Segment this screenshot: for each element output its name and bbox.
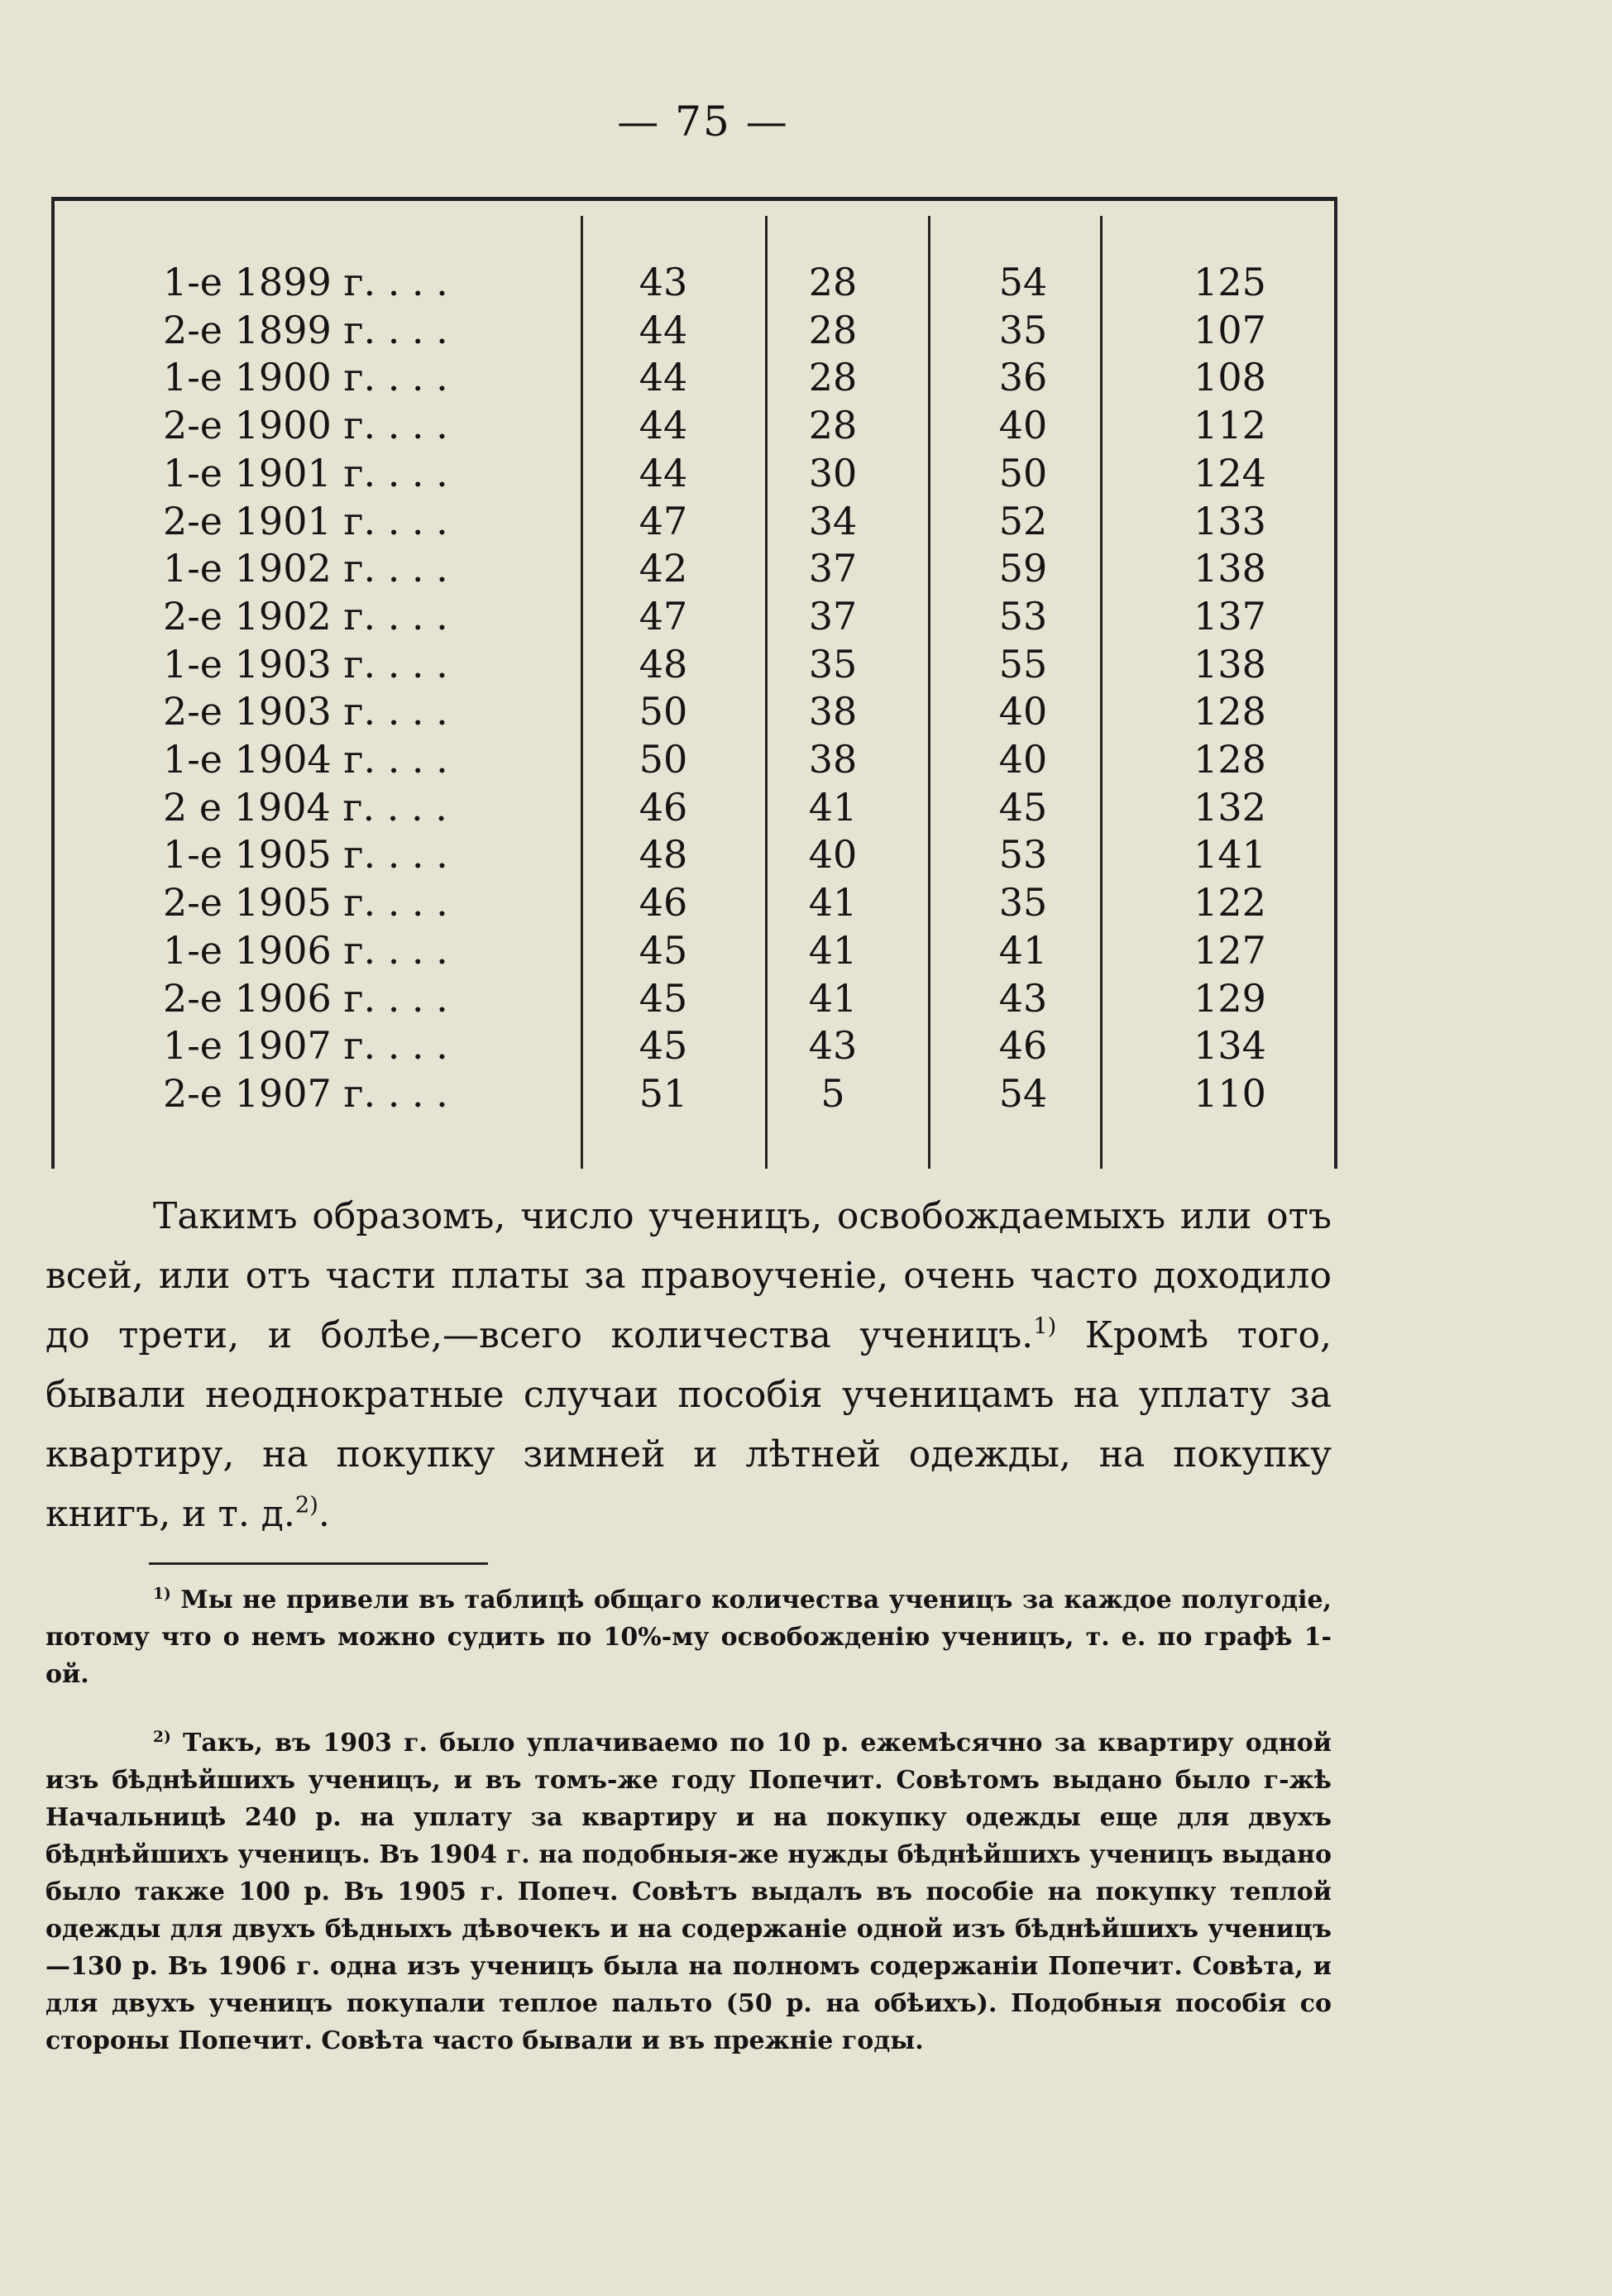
- value-cell: 129: [1193, 975, 1266, 1021]
- value-cell: 46: [639, 784, 688, 830]
- value-cell: 41: [808, 880, 858, 926]
- value-cell: 46: [998, 1023, 1048, 1069]
- value-cell: 38: [808, 737, 858, 782]
- body-text-part: .: [318, 1493, 330, 1535]
- value-cell: 128: [1193, 737, 1266, 782]
- value-cell: 53: [998, 593, 1048, 639]
- body-paragraph: [45, 1187, 1332, 1544]
- value-cell: 43: [998, 975, 1048, 1021]
- period-cell: 1-е 1902 г. . . .: [163, 546, 448, 591]
- period-cell: 2-е 1906 г. . . .: [163, 975, 448, 1021]
- value-cell: 36: [998, 355, 1048, 400]
- value-cell: 41: [808, 784, 858, 830]
- footnote-text: Такъ, въ 1903 г. было уплачиваемо по 10 р. ежемѣсячно за квартиру одной изъ бѣднѣйшихъ ученицъ, и въ томъ-же году Попечит. Совѣтомъ выдано было г-жѣ Начальницѣ 240 р. на уплату за квартиру и на покупку одежды еще для двухъ бѣднѣйшихъ ученицъ. Въ 1904 г. на подобныя-же нужды бѣднѣйшихъ ученицъ выдано было также 100 р. Въ 1905 г. Попеч. Совѣтъ выдалъ въ пособіе на покупку теплой одежды для двухъ бѣдныхъ дѣвочекъ и на содержаніе одной изъ бѣднѣйшихъ ученицъ—130 р. Въ 1906 г. одна изъ ученицъ была на полномъ содержаніи Попечит. Совѣта, и для двухъ ученицъ покупали теплое пальто (50 р. на обѣихъ). Подобныя пособія со стороны Попечит. Совѣта часто бывали и въ прежніе годы.: [45, 1729, 1332, 2055]
- value-cell: 45: [639, 927, 688, 973]
- page-number: — 75 —: [617, 98, 789, 146]
- table-row: [51, 1070, 1337, 1117]
- value-cell: 44: [639, 450, 688, 495]
- value-cell: 35: [998, 880, 1048, 926]
- table-row: [51, 831, 1337, 878]
- value-cell: 137: [1193, 593, 1266, 639]
- value-cell: 112: [1193, 403, 1266, 448]
- value-cell: 40: [998, 689, 1048, 734]
- value-cell: 128: [1193, 689, 1266, 734]
- value-cell: 28: [808, 403, 858, 448]
- period-cell: 2-е 1900 г. . . .: [163, 403, 448, 448]
- footnote-mark: 1): [153, 1585, 171, 1603]
- period-cell: 1-е 1899 г. . . .: [163, 260, 448, 304]
- footnote-separator: [149, 1562, 488, 1565]
- value-cell: 138: [1193, 641, 1266, 686]
- value-cell: 133: [1193, 498, 1266, 543]
- footnote-1: [45, 1581, 1332, 1693]
- value-cell: 127: [1193, 927, 1266, 973]
- table-row: [51, 641, 1337, 688]
- value-cell: 46: [639, 880, 688, 926]
- value-cell: 28: [808, 260, 858, 304]
- period-cell: 1-е 1906 г. . . .: [163, 927, 448, 973]
- period-cell: 1-е 1900 г. . . .: [163, 355, 448, 400]
- value-cell: 44: [639, 403, 688, 448]
- period-cell: 2-е 1902 г. . . .: [163, 593, 448, 639]
- table-row: [51, 450, 1337, 497]
- value-cell: 44: [639, 355, 688, 400]
- value-cell: 47: [639, 498, 688, 543]
- value-cell: 110: [1193, 1070, 1266, 1116]
- footnote-ref: 1): [1033, 1313, 1057, 1340]
- table-row: [51, 975, 1337, 1022]
- table-row: [51, 259, 1337, 306]
- value-cell: 53: [998, 832, 1048, 878]
- table-row: [51, 545, 1337, 592]
- period-cell: 2 е 1904 г. . . .: [163, 784, 447, 830]
- footnote-2: [45, 1724, 1332, 2059]
- table-row: [51, 307, 1337, 354]
- value-cell: 124: [1193, 450, 1266, 495]
- value-cell: 122: [1193, 880, 1266, 926]
- period-cell: 2-е 1905 г. . . .: [163, 880, 448, 926]
- value-cell: 30: [808, 450, 858, 495]
- value-cell: 41: [998, 927, 1048, 973]
- table-row: [51, 498, 1337, 545]
- value-cell: 47: [639, 593, 688, 639]
- table-row: [51, 736, 1337, 783]
- value-cell: 28: [808, 307, 858, 352]
- table-row: [51, 402, 1337, 449]
- value-cell: 107: [1193, 307, 1266, 352]
- value-cell: 37: [808, 546, 858, 591]
- statistics-table: [51, 197, 1337, 1169]
- footnote-text: Мы не привели въ таблицѣ общаго количества ученицъ за каждое полугодіе, потому что о немъ можно судить по 10%-му освобожденію ученицъ, т. е. по графѣ 1-ой.: [45, 1586, 1332, 1689]
- table-row: [51, 927, 1337, 974]
- value-cell: 50: [639, 689, 688, 734]
- footnote-mark: 2): [153, 1728, 171, 1746]
- period-cell: 1-е 1904 г. . . .: [163, 737, 448, 782]
- value-cell: 134: [1193, 1023, 1266, 1069]
- period-cell: 2-е 1903 г. . . .: [163, 689, 448, 734]
- period-cell: 1-е 1907 г. . . .: [163, 1023, 448, 1069]
- value-cell: 141: [1193, 832, 1266, 878]
- period-cell: 2-е 1901 г. . . .: [163, 498, 448, 543]
- value-cell: 34: [808, 498, 858, 543]
- value-cell: 51: [639, 1070, 688, 1116]
- period-cell: 2-е 1907 г. . . .: [163, 1070, 448, 1116]
- value-cell: 54: [998, 260, 1048, 304]
- value-cell: 44: [639, 307, 688, 352]
- value-cell: 35: [998, 307, 1048, 352]
- value-cell: 42: [639, 546, 688, 591]
- body-text-part: Кромѣ того, бывали неоднократные случаи пособія ученицамъ на уплату за квартиру, на покупку зимней и лѣтней одежды, на покупку книгъ, и т. д.: [45, 1314, 1332, 1535]
- period-cell: 1-е 1901 г. . . .: [163, 450, 448, 495]
- body-text-part: Такимъ образомъ, число ученицъ, освобождаемыхъ или отъ всей, или отъ части платы за правоученіе, очень часто доходило до трети, и болѣе,—всего количества ученицъ.: [45, 1195, 1332, 1356]
- period-cell: 1-е 1905 г. . . .: [163, 832, 448, 878]
- value-cell: 41: [808, 927, 858, 973]
- value-cell: 54: [998, 1070, 1048, 1116]
- table-row: [51, 784, 1337, 831]
- value-cell: 50: [639, 737, 688, 782]
- value-cell: 37: [808, 593, 858, 639]
- period-cell: 2-е 1899 г. . . .: [163, 307, 448, 352]
- value-cell: 45: [639, 1023, 688, 1069]
- value-cell: 45: [639, 975, 688, 1021]
- value-cell: 41: [808, 975, 858, 1021]
- value-cell: 55: [998, 641, 1048, 686]
- value-cell: 52: [998, 498, 1048, 543]
- value-cell: 125: [1193, 260, 1266, 304]
- value-cell: 40: [998, 737, 1048, 782]
- value-cell: 28: [808, 355, 858, 400]
- table-row: [51, 354, 1337, 401]
- table-row: [51, 879, 1337, 926]
- value-cell: 40: [998, 403, 1048, 448]
- period-cell: 1-е 1903 г. . . .: [163, 641, 448, 686]
- table-row: [51, 688, 1337, 735]
- value-cell: 108: [1193, 355, 1266, 400]
- value-cell: 35: [808, 641, 858, 686]
- value-cell: 43: [639, 260, 688, 304]
- value-cell: 138: [1193, 546, 1266, 591]
- value-cell: 48: [639, 832, 688, 878]
- value-cell: 5: [820, 1070, 845, 1116]
- value-cell: 59: [998, 546, 1048, 591]
- table-row: [51, 1022, 1337, 1069]
- value-cell: 38: [808, 689, 858, 734]
- value-cell: 48: [639, 641, 688, 686]
- value-cell: 132: [1193, 784, 1266, 830]
- table-row: [51, 593, 1337, 640]
- value-cell: 43: [808, 1023, 858, 1069]
- value-cell: 45: [998, 784, 1048, 830]
- footnote-ref: 2): [294, 1492, 318, 1519]
- value-cell: 50: [998, 450, 1048, 495]
- value-cell: 40: [808, 832, 858, 878]
